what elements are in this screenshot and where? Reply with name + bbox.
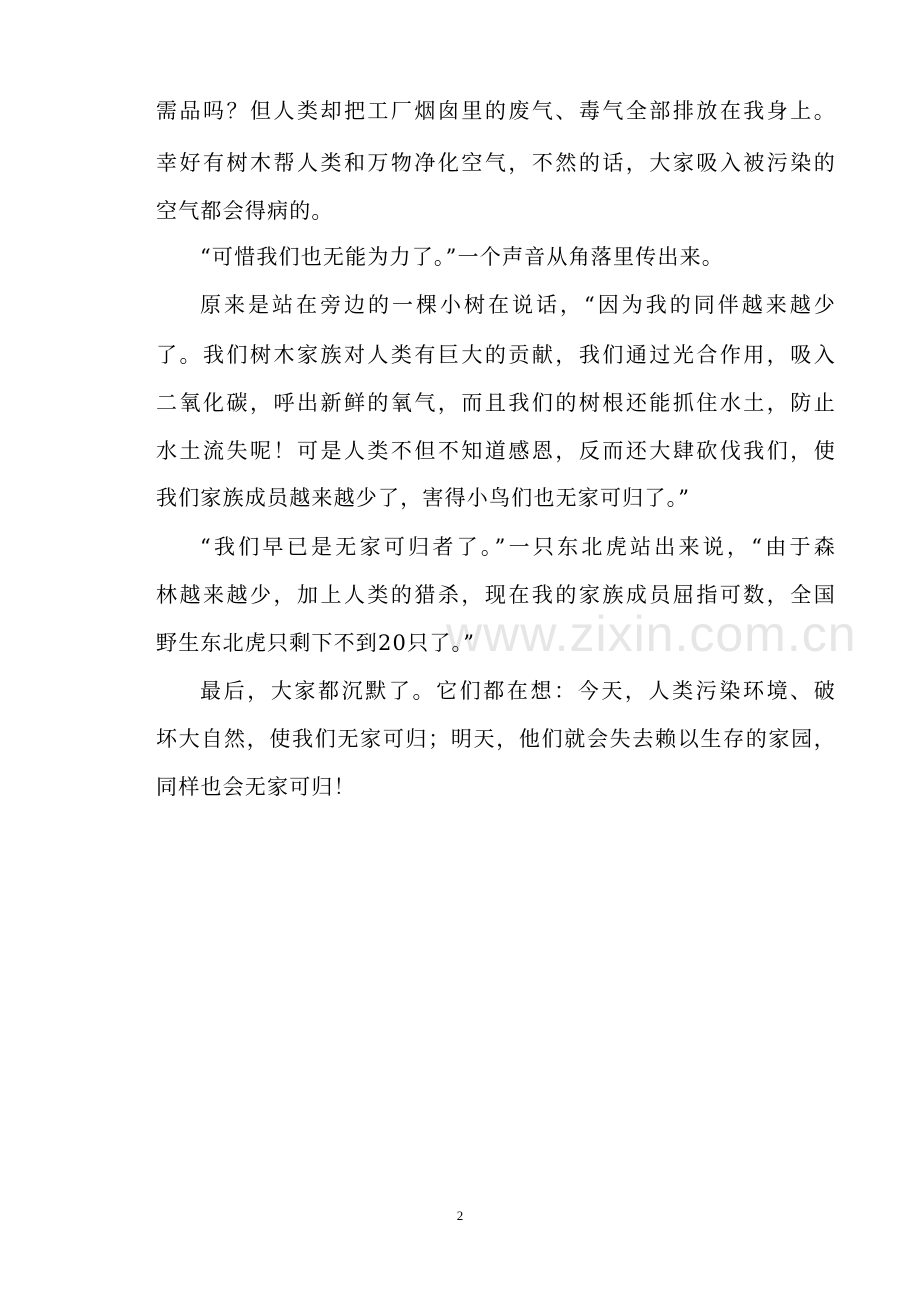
text-line: 空气都会得病的。 xyxy=(156,199,334,223)
text-line: 原来是站在旁边的一棵小树在说话，“因为我的同伴越来越少 xyxy=(200,293,836,317)
text-line: 林越来越少，加上人类的猎杀，现在我的家族成员屈指可数，全国 xyxy=(156,583,836,607)
text-line: 最后，大家都沉默了。它们都在想：今天，人类污染环境、破 xyxy=(200,679,836,703)
text-line: 我们家族成员越来越少了，害得小鸟们也无家可归了。” xyxy=(156,486,691,510)
text-line: “可惜我们也无能为力了。”一个声音从角落里传出来。 xyxy=(200,245,724,269)
text-line: 了。我们树木家族对人类有巨大的贡献，我们通过光合作用，吸入 xyxy=(156,343,836,367)
text-line: 幸好有树木帮人类和万物净化空气，不然的话，大家吸入被污染的 xyxy=(156,151,836,175)
watermark: www.zixin.com.cn xyxy=(446,606,857,662)
text-line: 坏大自然，使我们无家可归；明天，他们就会失去赖以生存的家园， xyxy=(156,727,836,751)
text-line: 需品吗？但人类却把工厂烟囱里的废气、毒气全部排放在我身上。 xyxy=(156,99,836,123)
text-line: 同样也会无家可归！ xyxy=(156,775,356,799)
text-line: 野生东北虎只剩下不到20只了。” xyxy=(156,631,476,655)
text-line: 二氧化碳，呼出新鲜的氧气，而且我们的树根还能抓住水土，防止 xyxy=(156,391,836,415)
text-line: “我们早已是无家可归者了。”一只东北虎站出来说，“由于森 xyxy=(200,535,836,559)
text-line: 水土流失呢！可是人类不但不知道感恩，反而还大肆砍伐我们，使 xyxy=(156,439,836,463)
page-number: 2 xyxy=(456,1208,464,1223)
